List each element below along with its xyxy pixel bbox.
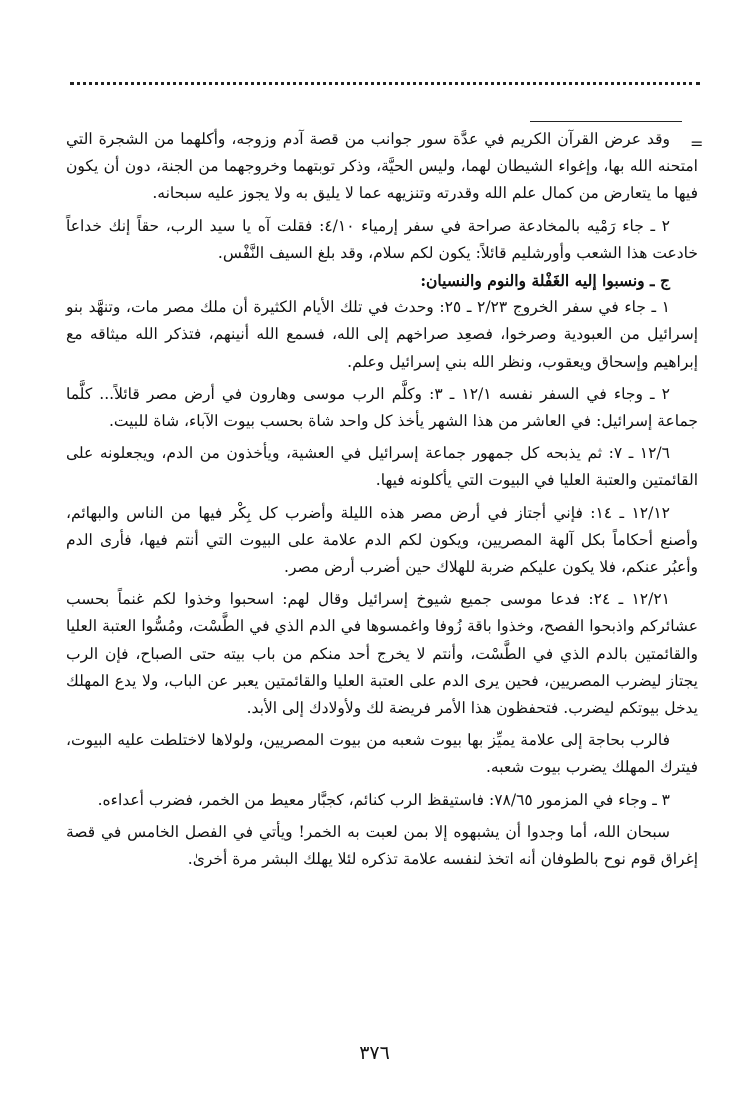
paragraph-verse-12-6: ١٢/٦ ـ ٧: ثم يذبحه كل جمهور جماعة إسرائيل في العشية، ويأخذون من الدم، ويجعلونه على القائمتين والعتبة العليا في البيوت التي يأكلونه فيها. — [66, 444, 698, 490]
section-heading: ج ـ ونسبوا إليه الغَفْلة والنوم والنسيان: — [420, 271, 670, 291]
continuation-mark: = — [690, 134, 704, 153]
header-dotted-rule — [70, 82, 700, 85]
paragraph-exodus-1: ١ ـ جاء في سفر الخروج ٢/٢٣ ـ ٢٥: وحدث في تلك الأيام الكثيرة أن ملك مصر مات، وتنهَّد بنو إسرائيل من العبودية وصرخوا، فصعِد صراخهم إلى الله، فسمع الله أنينهم، فتذكر الله ميثاقه مع إبراهيم وإسحاق ويعقوب، ونظر الله بني إسرائيل وعلم. — [66, 298, 698, 371]
paragraph-conclusion: سبحان الله، أما وجدوا أن يشبهوه إلا بمن لعبت به الخمر! ويأتي في الفصل الخامس في قصة إغراق قوم نوح بالطوفان أنه اتخذ لنفسه علامة تذكره لئلا يهلك البشر مرة أخرىٰ. — [66, 822, 698, 869]
paragraph-exodus-2: ٢ ـ وجاء في السفر نفسه ١٢/١ ـ ٣: وكلَّم الرب موسى وهارون في أرض مصر قائلاً... كلَّما جماعة إسرائيل: في العاشر من هذا الشهر يأخذ كل واحد شاة بحسب بيوت الآباء، شاة للبيت. — [66, 384, 698, 431]
footnote-separator-rule — [530, 121, 682, 122]
paragraph-psalm: ٣ ـ وجاء في المزمور ٧٨/٦٥: فاستيقظ الرب كنائم، كجبَّار معيط من الخمر، فضرب أعداءه. — [97, 790, 670, 809]
page-number: ٣٧٦ — [359, 1042, 390, 1064]
paragraph-verse-12-21: ١٢/٢١ ـ ٢٤: فدعا موسى جميع شيوخ إسرائيل وقال لهم: اسحبوا وخذوا لكم غنماً بحسب عشائركم واذبحوا الفصح، وخذوا باقة زُوفا واغمسوها في الدم الذي في الطَّسْت، ومُسُّوا العتبة العليا والقائمتين بالدم الذي في الطَّسْت، وأنتم لا يخرج أحد منكم من باب بيته حتى الصباح، فإن الرب يجتاز ليضرب المصريين، فحين يرى الدم على العتبة العليا والقائمتين يعبر عن الباب، ولا يدع المهلك يدخل بيوتكم ليضرب. فتحفظون هذا الأمر فريضة لك ولأولادك إلى الأبد. — [66, 590, 698, 718]
paragraph-commentary-sign: فالرب بحاجة إلى علامة يميِّز بها بيوت شعبه من بيوت المصريين، ولولاها لاختلطت عليه البيوت، فيترك المهلك يضرب بيوت شعبه. — [66, 731, 698, 777]
paragraph-intro: وقد عرض القرآن الكريم في عدَّة سور جوانب من قصة آدم وزوجه، وأكلهما من الشجرة التي امتحنه الله بها، وإغواء الشيطان لهما، وليس الحيَّة، وذكر توبتهما وخروجهما من الجنة، دون أن يكون فيها ما يتعارض من كمال علم الله وقدرته وتنزيهه عما لا يليق به ولا يجوز عليه سبحانه. — [66, 130, 698, 203]
page-body — [66, 126, 698, 873]
paragraph-verse-12-12: ١٢/١٢ ـ ١٤: فإني أجتاز في أرض مصر هذه الليلة وأضرب كل بِكْر فيها من الناس والبهائم، وأصنع أحكاماً بكل آلهة المصريين، ويكون لكم الدم علامة على البيوت التي أنتم فيها، فأرى الدم وأعبُر عنكم، فلا يكون عليكم ضربة للهلاك حين أضرب أرض مصر. — [66, 503, 698, 577]
paragraph-deception: ٢ ـ جاء رَمْيه بالمخادعة صراحة في سفر إرمياء ٤/١٠: فقلت آه يا سيد الرب، حقاً إنك خداعاً خادعت هذا الشعب وأورشليم قائلاً: يكون لكم سلام، وقد بلغ السيف النَّفْس. — [66, 216, 698, 262]
